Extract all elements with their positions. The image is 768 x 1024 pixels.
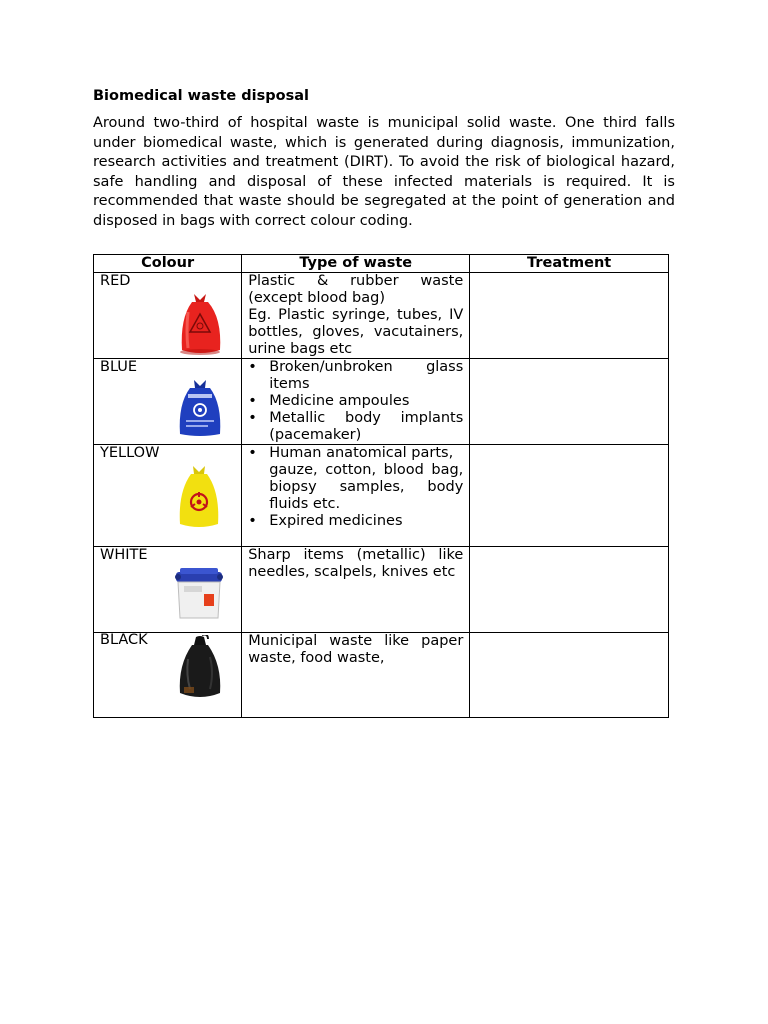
table-row	[94, 445, 669, 547]
table-row	[94, 273, 669, 359]
waste-description: Plastic & rubber waste (except blood bag)	[248, 273, 464, 306]
header-colour: Colour	[94, 255, 242, 273]
type-of-waste-cell	[242, 633, 470, 718]
intro-paragraph: Around two-third of hospital waste is municipal solid waste. One third falls under biomedical waste, which is generated during diagnosis, immunization, research activities and treatment (DIRT). To avoid the risk of biological hazard, safe handling and disposal of these infected materials is required. It is recommended that waste should be segregated at the point of generation and disposed in bags with correct colour coding.	[93, 115, 675, 229]
list-item: • Broken/unbroken glass items	[248, 359, 464, 392]
colour-cell	[94, 445, 242, 547]
sharps-container-icon	[170, 566, 228, 622]
treatment-cell	[470, 633, 669, 718]
waste-bullet-list	[248, 359, 463, 444]
red-biohazard-bag-icon	[174, 292, 226, 356]
list-item: • Expired medicines	[248, 513, 403, 529]
treatment-cell	[470, 273, 669, 359]
colour-label: RED	[100, 273, 131, 289]
header-type-of-waste: Type of waste	[242, 255, 470, 273]
type-of-waste-cell	[242, 273, 470, 359]
table-header-row	[94, 255, 669, 273]
list-item: • Metallic body implants (pacemaker)	[248, 410, 464, 443]
colour-cell	[94, 359, 242, 445]
table-row	[94, 547, 669, 633]
type-of-waste-cell	[242, 359, 470, 445]
type-of-waste-cell	[242, 547, 470, 633]
colour-cell	[94, 273, 242, 359]
black-garbage-bag-icon	[174, 635, 226, 701]
header-treatment: Treatment	[470, 255, 669, 273]
colour-label: BLUE	[100, 359, 138, 375]
document-title: Biomedical waste disposal	[93, 88, 310, 104]
waste-examples: Eg. Plastic syringe, tubes, IV bottles, gloves, vacutainers, urine bags etc	[248, 307, 464, 357]
list-item: • Medicine ampoules	[248, 393, 410, 409]
treatment-cell	[470, 547, 669, 633]
waste-bullet-list	[248, 445, 463, 530]
treatment-cell	[470, 445, 669, 547]
colour-cell	[94, 633, 242, 718]
colour-label: WHITE	[100, 547, 148, 563]
waste-description: Municipal waste like paper waste, food waste,	[248, 633, 464, 666]
yellow-biohazard-bag-icon	[174, 464, 224, 530]
document-body	[93, 86, 675, 231]
waste-description: Sharp items (metallic) like needles, scalpels, knives etc	[248, 547, 464, 580]
blue-biohazard-bag-icon	[174, 378, 226, 438]
table-row	[94, 633, 669, 718]
table-row	[94, 359, 669, 445]
colour-coding-table	[93, 254, 669, 718]
colour-cell	[94, 547, 242, 633]
colour-label: YELLOW	[100, 445, 160, 461]
colour-label: BLACK	[100, 632, 148, 648]
treatment-cell	[470, 359, 669, 445]
list-item: • Human anatomical parts, gauze, cotton, blood bag, biopsy samples, body fluids etc.	[248, 445, 464, 512]
type-of-waste-cell	[242, 445, 470, 547]
